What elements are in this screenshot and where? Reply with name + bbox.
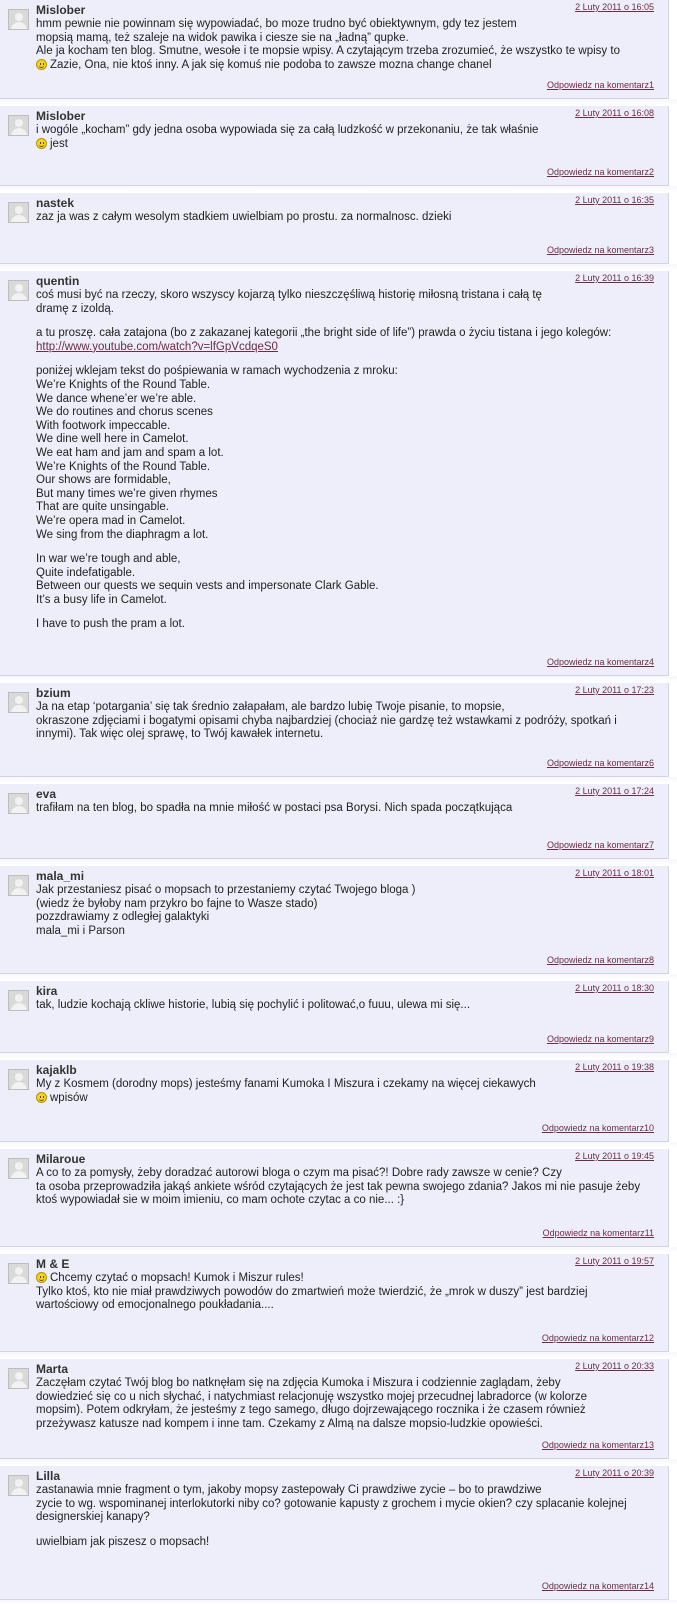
comment-body bbox=[36, 289, 654, 632]
comment-line: pozzdrawiamy z odległej galaktyki bbox=[36, 911, 210, 924]
comment-body bbox=[36, 1272, 654, 1313]
comment bbox=[0, 1149, 669, 1247]
comment-paragraph bbox=[36, 365, 654, 542]
avatar-icon bbox=[8, 202, 29, 223]
comment-line: dowiedzieć się co u nich słychać, i natychmiast relacjonuję wszystko mojej przecudnej labradorce (w kolorze bbox=[36, 1390, 587, 1403]
comment-line: We dance whene’er we’re able. bbox=[36, 392, 197, 405]
comment-date-link[interactable]: 2 Luty 2011 o 16:39 bbox=[575, 273, 654, 283]
comment-author: bzium bbox=[36, 686, 71, 700]
comment-date-link[interactable]: 2 Luty 2011 o 17:23 bbox=[575, 685, 654, 695]
comment-line: Jak przestaniesz pisać o mopsach to przestaniemy czytać Twojego bloga ) bbox=[36, 884, 416, 896]
comment-paragraph bbox=[36, 618, 654, 632]
comment-paragraph bbox=[36, 289, 654, 316]
comment-date-link[interactable]: 2 Luty 2011 o 18:01 bbox=[575, 868, 654, 878]
comment-separator bbox=[0, 1053, 677, 1059]
comment-body bbox=[36, 1377, 654, 1431]
comment-line: hmm pewnie nie powinnam się wypowiadać, bo moze trudno być obiektywnym, gdy tez jestem bbox=[36, 18, 517, 30]
comment-line: mopsią mamą, też szaleje na widok pawika i ciesze sie na „ładną” qupke. bbox=[36, 31, 409, 44]
comment-author: Mislober bbox=[36, 3, 86, 17]
comment-line: mopsim). Potem odkryłam, że jesteśmy z tego samego, długo dojrzewającego rocznika i że czasem również bbox=[36, 1404, 586, 1417]
comment bbox=[0, 866, 669, 974]
reply-link[interactable]: Odpowiedz na komentarz9 bbox=[546, 1034, 654, 1044]
comment-separator bbox=[0, 1352, 677, 1358]
comment-line: trafiłam na ten blog, bo spadła na mnie miłość w postaci psa Borysi. Nich spada początkująca bbox=[36, 802, 513, 814]
comment-author: nastek bbox=[36, 196, 75, 210]
comment-line: We dine well here in Camelot. bbox=[36, 433, 189, 446]
comment-author: Milaroue bbox=[36, 1152, 86, 1166]
comment-line: Tylko ktoś, kto nie miał prawdziwych powodów do zmartwień może twierdzić, że „mrok w duszy” jest bardziej bbox=[36, 1285, 588, 1298]
avatar-icon bbox=[8, 1368, 29, 1389]
comment-line: I have to push the pram a lot. bbox=[36, 618, 185, 631]
comment-line: dramę z izoldą. bbox=[36, 302, 114, 315]
comment-line: ktoś wypowiadał sie w moim imieniu, co mam ochote czytac a co nie... :} bbox=[36, 1194, 405, 1207]
comment-paragraph bbox=[36, 999, 654, 1013]
comment-line: That are quite unsingable. bbox=[36, 501, 169, 514]
reply-link[interactable]: Odpowiedz na komentarz3 bbox=[546, 245, 654, 255]
comment-line: Ale ja kocham ten blog. Smutne, wesołe i te mopsie wpisy. A czytającym trzeba zrozumieć, że wszystko te wpisy to bbox=[36, 45, 620, 58]
comment-paragraph bbox=[36, 802, 654, 816]
comment-line: We sing from the diaphragm a lot. bbox=[36, 528, 209, 541]
comment-line: przeżywasz katusze nad kompem i inne tam. Czekamy z Almą na dalsze mopsio-ludzkie opowieści. bbox=[36, 1417, 543, 1430]
comment bbox=[0, 1254, 669, 1352]
avatar-icon bbox=[8, 1475, 29, 1496]
comment-paragraph bbox=[36, 1377, 654, 1431]
avatar-icon bbox=[8, 875, 29, 896]
comment-line: We’re Knights of the Round Table. bbox=[36, 460, 211, 473]
comment-separator bbox=[0, 974, 677, 980]
comment-line: Chcemy czytać o mopsach! Kumok i Miszur rules! bbox=[50, 1272, 304, 1284]
comment-paragraph bbox=[36, 211, 654, 225]
smiley-icon bbox=[36, 138, 47, 149]
comment-date-link[interactable]: 2 Luty 2011 o 20:33 bbox=[575, 1361, 654, 1371]
comment-body bbox=[36, 884, 654, 938]
avatar-icon bbox=[8, 1158, 29, 1179]
comment-line: coś musi być na rzeczy, skoro wszyscy kojarzą tylko nieszczęśliwą historię miłosną tristana i całą tę bbox=[36, 289, 542, 301]
comment-line: A co to za pomysły, żeby doradzać autorowi bloga o czym ma pisać?! Dobre rady zawsze w cenie? Czy bbox=[36, 1167, 562, 1179]
reply-link[interactable]: Odpowiedz na komentarz11 bbox=[542, 1228, 654, 1238]
comment-author: mala_mi bbox=[36, 869, 85, 883]
comment-paragraph bbox=[36, 1536, 654, 1550]
comment bbox=[0, 106, 669, 186]
reply-link[interactable]: Odpowiedz na komentarz13 bbox=[541, 1440, 654, 1450]
comment-line: We do routines and chorus scenes bbox=[36, 406, 213, 419]
reply-link[interactable]: Odpowiedz na komentarz6 bbox=[546, 758, 654, 768]
comment-line: okraszone zdjęciami i bogatymi opisami chyba najbardziej (chociaż nie gardzę też wstawkami z podróży, spotkań i bbox=[36, 714, 617, 727]
comment bbox=[0, 784, 669, 859]
comment-separator bbox=[0, 777, 677, 783]
comment-line: But many times we’re given rhymes bbox=[36, 487, 218, 500]
comment-paragraph bbox=[36, 1078, 654, 1105]
comment bbox=[0, 0, 669, 99]
comment-line: Ja na etap ‘potargania’ się tak średnio załapałam, ale bardzo lubię Twoje pisanie, to mopsie, bbox=[36, 701, 505, 713]
youtube-link[interactable]: http://www.youtube.com/watch?v=lfGpVcdqeS0 bbox=[36, 340, 278, 353]
comment-line: Between our quests we sequin vests and impersonate Clark Gable. bbox=[36, 580, 379, 593]
comment-separator bbox=[0, 1600, 677, 1606]
comment-author: eva bbox=[36, 787, 57, 801]
comment-line: Zazie, Ona, nie ktoś inny. A jak się komuś nie podoba to zawsze mozna change chanel bbox=[50, 58, 492, 71]
comment-date-link[interactable]: 2 Luty 2011 o 19:38 bbox=[575, 1062, 654, 1072]
comment bbox=[0, 1466, 669, 1600]
comment-date-link[interactable]: 2 Luty 2011 o 18:30 bbox=[575, 983, 654, 993]
comment-paragraph bbox=[36, 1484, 654, 1525]
comment-author: quentin bbox=[36, 274, 80, 288]
comment-body bbox=[36, 18, 654, 72]
avatar-icon bbox=[8, 280, 29, 301]
comment-line: mala_mi i Parson bbox=[36, 924, 125, 937]
comment-separator bbox=[0, 186, 677, 192]
comment-line: Zaczęłam czytać Twój blog bo natknęłam się na zdjęcia Kumoka i Miszura i codziennie zaglądam, żeby bbox=[36, 1377, 561, 1389]
comment-line: zycie to wg. wspominanej interlokutorki niby co? gotowanie kapusty z grochem i mycie okien? czy splacanie kolejnej bbox=[36, 1497, 627, 1510]
smiley-icon bbox=[36, 59, 47, 70]
comment-separator bbox=[0, 859, 677, 865]
comment-separator bbox=[0, 1247, 677, 1253]
comment-line: wpisów bbox=[50, 1091, 88, 1104]
comment-date-link[interactable]: 2 Luty 2011 o 16:05 bbox=[575, 2, 654, 12]
comment-author: Lilla bbox=[36, 1469, 61, 1483]
comment-separator bbox=[0, 676, 677, 682]
comment-line: jest bbox=[50, 137, 68, 150]
avatar-icon bbox=[8, 692, 29, 713]
comment-paragraph bbox=[36, 124, 654, 151]
avatar-icon bbox=[8, 1263, 29, 1284]
reply-link[interactable]: Odpowiedz na komentarz4 bbox=[546, 657, 654, 667]
smiley-icon bbox=[36, 1272, 47, 1283]
comment-date-link[interactable]: 2 Luty 2011 o 17:24 bbox=[575, 786, 654, 796]
reply-link[interactable]: Odpowiedz na komentarz14 bbox=[541, 1581, 654, 1591]
comment-author: kira bbox=[36, 984, 58, 998]
comment-line: zastanawia mnie fragment o tym, jakoby mopsy zastepowały Ci prawdziwe zycie – bo to prawdziwe bbox=[36, 1484, 542, 1496]
comment-line: We’re Knights of the Round Table. bbox=[36, 378, 211, 391]
comment-line: It’s a busy life in Camelot. bbox=[36, 593, 167, 606]
comment-body bbox=[36, 1167, 654, 1208]
comment-line: We eat ham and jam and spam a lot. bbox=[36, 446, 224, 459]
comment-separator bbox=[0, 1142, 677, 1148]
comment-author: Marta bbox=[36, 1362, 69, 1376]
avatar-icon bbox=[8, 793, 29, 814]
comment-body bbox=[36, 701, 654, 742]
comment-paragraph bbox=[36, 1272, 654, 1313]
comment-paragraph bbox=[36, 701, 654, 742]
comment-line: We’re opera mad in Camelot. bbox=[36, 514, 186, 527]
avatar-icon bbox=[8, 1069, 29, 1090]
comment-body bbox=[36, 1484, 654, 1549]
reply-link[interactable]: Odpowiedz na komentarz12 bbox=[541, 1333, 654, 1343]
reply-link[interactable]: Odpowiedz na komentarz2 bbox=[546, 167, 654, 177]
comment-paragraph bbox=[36, 884, 654, 938]
comment-paragraph bbox=[36, 553, 654, 607]
comment-paragraph bbox=[36, 18, 654, 72]
comment-body bbox=[36, 211, 654, 225]
reply-link[interactable]: Odpowiedz na komentarz8 bbox=[546, 955, 654, 965]
comment bbox=[0, 271, 669, 676]
avatar-icon bbox=[8, 9, 29, 30]
comment-line: a tu proszę. cała zatajona (bo z zakazanej kategorii „the bright side of life”) prawda o życiu tistana i jego kolegów: bbox=[36, 327, 612, 340]
comment-date-link[interactable]: 2 Luty 2011 o 19:57 bbox=[575, 1256, 654, 1266]
comment-line: uwielbiam jak piszesz o mopsach! bbox=[36, 1535, 210, 1548]
comment-body bbox=[36, 802, 654, 816]
comment-author: kajaklb bbox=[36, 1063, 77, 1077]
comment-line: tak, ludzie kochają ckliwe historie, lubią się pochylić i politować,o fuuu, ulewa mi się... bbox=[36, 999, 471, 1011]
comment-line: wartościowy od emocjonalnego poukładania.... bbox=[36, 1299, 274, 1312]
comment bbox=[0, 1060, 669, 1142]
comment-line: ta osoba przeprowadziła jakąś ankiete wśród czytających że jest tak pewna swojego zdania? Jakos mi nie pasuje żeby bbox=[36, 1180, 641, 1193]
comment-line: With footwork impeccable. bbox=[36, 419, 171, 432]
comment-line: My z Kosmem (dorodny mops) jesteśmy fanami Kumoka I Miszura i czekamy na więcej ciekawych bbox=[36, 1078, 536, 1090]
reply-link[interactable]: Odpowiedz na komentarz10 bbox=[541, 1123, 654, 1133]
comment-author: M & E bbox=[36, 1257, 70, 1271]
comment-line: Our shows are formidable, bbox=[36, 474, 171, 487]
comment bbox=[0, 193, 669, 264]
avatar-icon bbox=[8, 990, 29, 1011]
comment-separator bbox=[0, 99, 677, 105]
comment-date-link[interactable]: 2 Luty 2011 o 16:35 bbox=[575, 195, 654, 205]
comment-line: zaz ja was z całym wesolym stadkiem uwielbiam po prostu. za normalnosc. dzieki bbox=[36, 211, 452, 223]
comment-body bbox=[36, 1078, 654, 1105]
comment bbox=[0, 683, 669, 777]
comment-body bbox=[36, 124, 654, 151]
comment-line: i wogóle „kocham” gdy jedna osoba wypowiada się za całą ludzkość w przekonaniu, że tak właśnie bbox=[36, 124, 539, 136]
comment-line: poniżej wklejam tekst do pośpiewania w ramach wychodzenia z mroku: bbox=[36, 365, 398, 378]
comment-separator bbox=[0, 1459, 677, 1465]
reply-link[interactable]: Odpowiedz na komentarz7 bbox=[546, 840, 654, 850]
comment-paragraph bbox=[36, 1167, 654, 1208]
comment-body bbox=[36, 999, 654, 1013]
comment-line: innymi). Tak więc olej sprawę, to Twój kawałek internetu. bbox=[36, 728, 324, 741]
comment bbox=[0, 981, 669, 1053]
smiley-icon bbox=[36, 1092, 47, 1103]
comment-line: In war we’re tough and able, bbox=[36, 553, 181, 566]
comment-separator bbox=[0, 264, 677, 270]
comment-author: Mislober bbox=[36, 109, 86, 123]
comment bbox=[0, 1359, 669, 1459]
comment-date-link[interactable]: 2 Luty 2011 o 16:08 bbox=[575, 108, 654, 118]
comment-line: designerskiej kanapy? bbox=[36, 1511, 150, 1524]
comment-paragraph bbox=[36, 327, 654, 354]
comment-date-link[interactable]: 2 Luty 2011 o 20:39 bbox=[575, 1468, 654, 1478]
avatar-icon bbox=[8, 115, 29, 136]
comment-line: Quite indefatigable. bbox=[36, 566, 136, 579]
comment-date-link[interactable]: 2 Luty 2011 o 19:45 bbox=[575, 1151, 654, 1161]
reply-link[interactable]: Odpowiedz na komentarz1 bbox=[546, 80, 654, 90]
comment-line: (wiedz że byłoby nam przykro bo fajne to Wasze stado) bbox=[36, 897, 318, 910]
